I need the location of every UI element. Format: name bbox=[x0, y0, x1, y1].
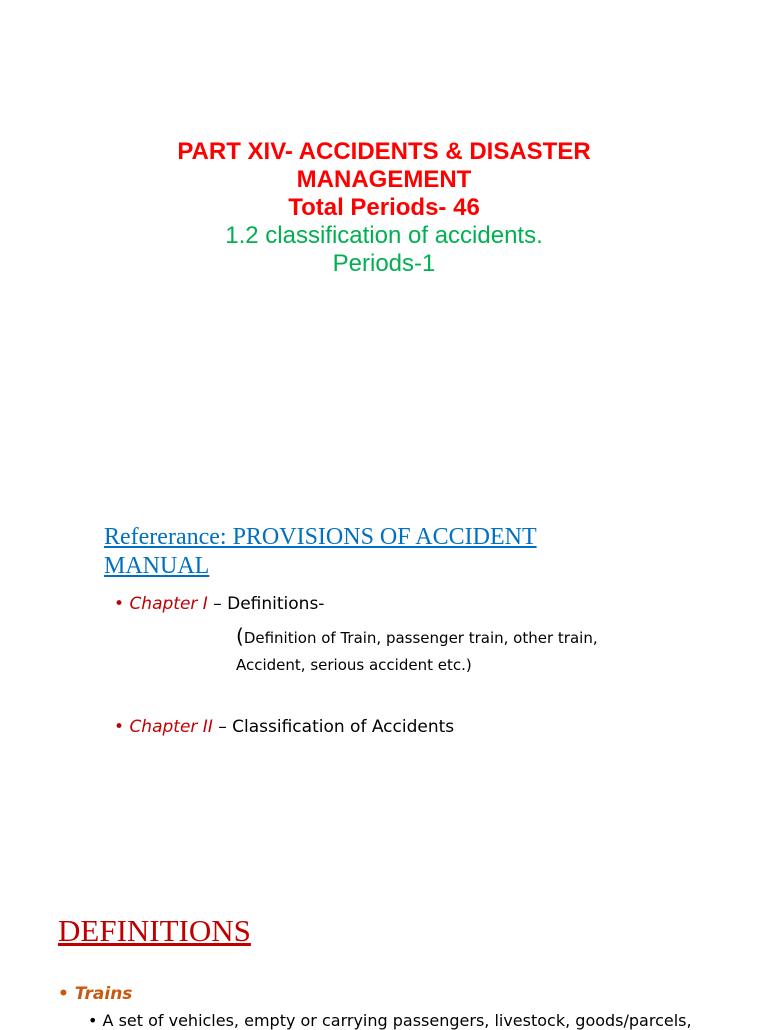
chapter-1-sub-line-2: Accident, serious accident etc.) bbox=[236, 656, 472, 674]
title-block bbox=[0, 138, 768, 278]
chapter-1-name: Chapter I bbox=[129, 594, 208, 614]
chapter-2-bullet bbox=[114, 717, 454, 737]
reference-heading[interactable] bbox=[104, 523, 664, 581]
topic-title: 1.2 classification of accidents. bbox=[225, 222, 543, 249]
title-line-2: MANAGEMENT bbox=[296, 166, 472, 193]
open-paren: ( bbox=[236, 624, 244, 648]
chapter-1-sub-line-1 bbox=[236, 624, 598, 648]
chapter-2-name: Chapter II bbox=[129, 717, 213, 737]
bullet-icon: • bbox=[114, 717, 125, 737]
reference-line-2: MANUAL bbox=[104, 553, 210, 579]
periods-count: Periods-1 bbox=[332, 250, 436, 277]
trains-definition bbox=[88, 1011, 692, 1030]
total-periods: Total Periods- 46 bbox=[288, 194, 480, 221]
reference-line-1: Refererance: PROVISIONS OF ACCIDENT bbox=[104, 524, 537, 550]
title-line-1: PART XIV- ACCIDENTS & DISASTER bbox=[177, 138, 591, 165]
bullet-icon: • bbox=[114, 594, 125, 614]
chapter-1-desc: – Definitions- bbox=[207, 594, 325, 614]
trains-label: Trains bbox=[74, 984, 133, 1004]
bullet-icon: • bbox=[58, 984, 69, 1004]
trains-definition-text: A set of vehicles, empty or carrying passengers, livestock, goods/parcels, bbox=[102, 1011, 692, 1030]
definitions-heading: DEFINITIONS bbox=[58, 913, 251, 948]
trains-bullet bbox=[58, 984, 132, 1004]
chapter-1-bullet bbox=[114, 594, 324, 614]
bullet-icon: • bbox=[88, 1011, 98, 1030]
chapter-1-sub-text-1: Definition of Train, passenger train, other train, bbox=[243, 629, 598, 647]
chapter-2-desc: – Classification of Accidents bbox=[212, 717, 455, 737]
